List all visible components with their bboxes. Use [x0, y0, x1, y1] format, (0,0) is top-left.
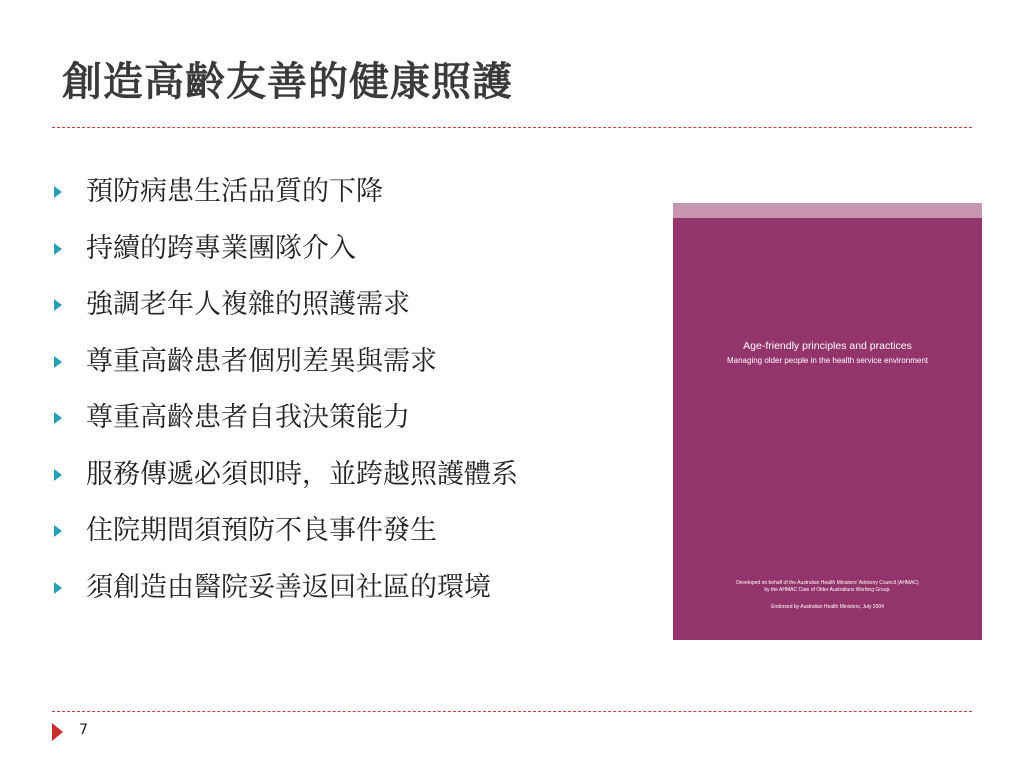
triangle-bullet-icon — [54, 582, 62, 594]
cover-credit-line: by the AHMAC Care of Older Australians Working Group. — [764, 586, 891, 593]
bullet-item — [52, 287, 518, 344]
triangle-marker-icon — [52, 723, 63, 741]
bullet-item — [52, 457, 518, 514]
bullet-text: 尊重高齡患者自我決策能力 — [86, 402, 410, 433]
triangle-bullet-icon — [54, 186, 62, 198]
cover-subtitle: Managing older people in the health service environment — [726, 356, 928, 365]
bullet-text: 服務傳遞必須即時，並跨越照護體系 — [86, 458, 518, 490]
slide-title: 創造高齡友善的健康照護 — [62, 59, 513, 105]
footer-divider — [52, 711, 972, 712]
triangle-bullet-icon — [54, 299, 62, 311]
bullet-text: 強調老年人複雜的照護需求 — [86, 289, 410, 320]
cover-top-band — [673, 203, 982, 218]
bullet-list — [52, 174, 518, 626]
bullet-text: 住院期間須預防不良事件發生 — [86, 515, 437, 546]
bullet-text: 尊重高齡患者個別差異與需求 — [86, 345, 437, 377]
cover-endorsed: Endorsed by Australian Health Ministers, July 2004 — [771, 604, 884, 610]
bullet-text: 預防病患生活品質的下降 — [86, 176, 383, 207]
bullet-item — [52, 344, 518, 401]
cover-title: Age-friendly principles and practices — [743, 340, 912, 352]
bullet-item — [52, 400, 518, 457]
page-number: 7 — [79, 722, 88, 738]
triangle-bullet-icon — [54, 243, 62, 255]
bullet-item — [52, 231, 518, 288]
cover-credit-line: Developed on behalf of the Australian Health Ministers' Advisory Council (AHMAC) — [736, 580, 919, 586]
bullet-text: 須創造由醫院妥善返回社區的環境 — [86, 571, 491, 603]
book-cover-image — [673, 203, 982, 640]
triangle-bullet-icon — [54, 469, 62, 481]
triangle-bullet-icon — [54, 412, 62, 424]
triangle-bullet-icon — [54, 525, 62, 537]
cover-credit — [673, 580, 982, 594]
bullet-item — [52, 570, 518, 627]
title-divider — [52, 127, 972, 128]
bullet-item — [52, 174, 518, 231]
bullet-item — [52, 513, 518, 570]
triangle-bullet-icon — [54, 356, 62, 368]
bullet-text: 持續的跨專業團隊介入 — [86, 232, 356, 264]
